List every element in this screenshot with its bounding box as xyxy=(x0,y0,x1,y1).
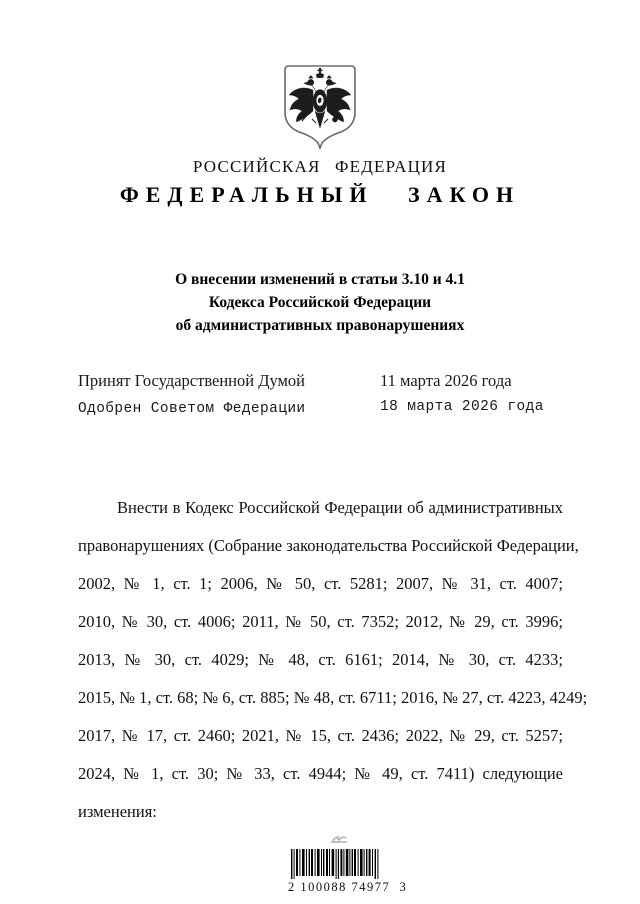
body-line: правонарушениях (Собрание законодательства Российской Федерации, xyxy=(78,536,579,555)
adoption-block xyxy=(78,371,563,429)
council-approval-row xyxy=(78,399,563,429)
russia-coat-of-arms-icon xyxy=(282,64,358,150)
body-line: 2015, № 1, ст. 68; № 6, ст. 885; № 48, ст. 6711; 2016, № 27, ст. 4223, 4249; xyxy=(78,688,588,707)
duma-adoption-label: Принят Государственной Думой xyxy=(78,371,306,390)
duma-adoption-row xyxy=(78,371,563,399)
council-approval-label: Одобрен Советом Федерации xyxy=(78,401,306,417)
body-line: 2017, № 17, ст. 2460; 2021, № 15, ст. 2436; 2022, № 29, ст. 5257; xyxy=(78,726,563,745)
barcode xyxy=(288,831,408,895)
body-line: 2002, № 1, ст. 1; 2006, № 50, ст. 5281; 2007, № 31, ст. 4007; xyxy=(78,574,563,593)
council-approval-date: 18 марта 2026 года xyxy=(380,399,544,415)
document-type-heading: ФЕДЕРАЛЬНЫЙ ЗАКОН xyxy=(119,182,521,207)
duma-adoption-date: 11 марта 2026 года xyxy=(380,371,512,390)
scan-smudge-mark xyxy=(325,834,355,844)
body-line: 2024, № 1, ст. 30; № 33, ст. 4944; № 49, ст. 7411) следующие xyxy=(78,764,563,783)
body-line: Внести в Кодекс Российской Федерации об административных xyxy=(117,498,563,517)
barcode-digits: 2 100088 74977 3 xyxy=(288,880,408,894)
law-title-line2: Кодекса Российской Федерации xyxy=(208,294,432,311)
country-heading: РОССИЙСКАЯ ФЕДЕРАЦИЯ xyxy=(192,157,448,176)
body-line: изменения: xyxy=(78,802,157,821)
law-body-paragraph xyxy=(78,489,588,831)
law-title-line1: О внесении изменений в статьи 3.10 и 4.1 xyxy=(175,271,465,288)
barcode-bars xyxy=(291,849,381,879)
law-title-line3: об административных правонарушениях xyxy=(175,317,465,334)
law-title xyxy=(0,268,640,337)
body-line: 2013, № 30, ст. 4029; № 48, ст. 6161; 2014, № 30, ст. 4233; xyxy=(78,650,563,669)
body-line: 2010, № 30, ст. 4006; 2011, № 50, ст. 7352; 2012, № 29, ст. 3996; xyxy=(78,612,563,631)
